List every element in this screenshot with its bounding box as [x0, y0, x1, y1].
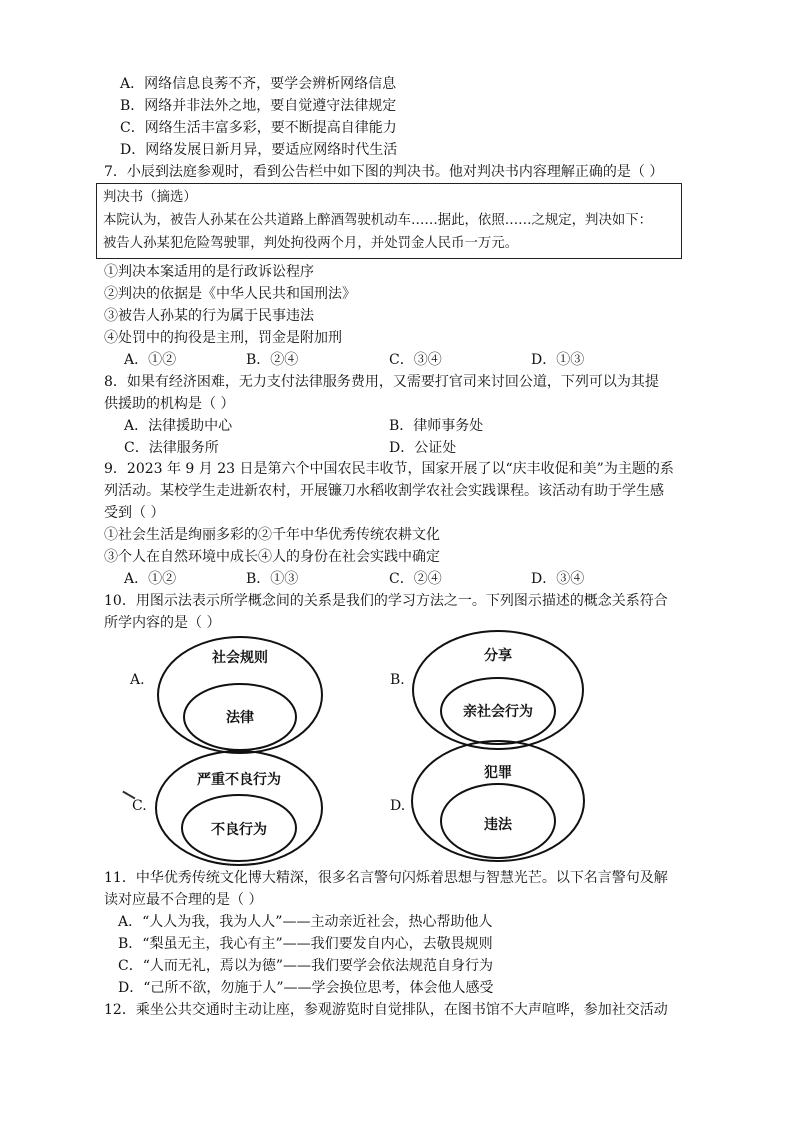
- q7-statement-3: ③被告人孙某的行为属于民事违法: [104, 308, 314, 324]
- diagram-a-label: A.: [130, 672, 145, 688]
- judgment-title: 判决书（摘选）: [103, 190, 197, 205]
- diagram-c-outer-label: 严重不良行为: [197, 772, 281, 788]
- q11-option-d: D．“己所不欲，勿施于人”——学会换位思考，体会他人感受: [118, 980, 494, 996]
- diagram-d-outer-circle: [412, 741, 584, 861]
- q8-option-c: C．法律服务所: [124, 440, 219, 456]
- diagram-d-inner-label: 违法: [484, 817, 512, 833]
- diagram-b-label: B.: [390, 672, 405, 688]
- diagram-b-inner-label: 亲社会行为: [463, 704, 533, 720]
- diagram-d-outer-label: 犯罪: [484, 765, 512, 781]
- q9-option-d: D．③④: [531, 571, 585, 587]
- q8-stem-line-1: 8．如果有经济困难，无力支付法律服务费用，又需要打官司来讨回公道，下列可以为其提: [104, 374, 659, 390]
- diagram-a-inner-label: 法律: [226, 710, 254, 726]
- q9-statements-3-4: ③个人在自然环境中成长④人的身份在社会实践中确定: [104, 549, 440, 565]
- q8-option-b: B．律师事务处: [389, 418, 484, 434]
- q12-stem-line-1: 12．乘坐公共交通时主动让座，参观游览时自觉排队，在图书馆不大声喧哗，参加社交活动: [104, 1002, 668, 1018]
- q9-option-a: A．①②: [124, 571, 177, 587]
- q7-stem: 7．小辰到法庭参观时，看到公告栏中如下图的判决书。他对判决书内容理解正确的是（ ）: [104, 164, 664, 180]
- q7-statement-2: ②判决的依据是《中华人民共和国刑法》: [104, 286, 356, 302]
- q7-statement-1: ①判决本案适用的是行政诉讼程序: [104, 264, 314, 280]
- q11-stem-line-1: 11．中华优秀传统文化博大精深，很多名言警句闪烁着思想与智慧光芒。以下名言警句及解: [104, 870, 668, 886]
- diagram-b-outer-label: 分享: [484, 648, 512, 664]
- diagram-c-outer-circle: [156, 751, 322, 865]
- q7-option-d: D．①③: [531, 352, 585, 368]
- q9-stem-line-3: 受到（ ）: [104, 505, 165, 521]
- diagram-c-inner-label: 不良行为: [211, 822, 267, 838]
- q7-option-a: A．①②: [124, 352, 177, 368]
- q6-option-a: A．网络信息良莠不齐，要学会辨析网络信息: [120, 76, 397, 92]
- q8-stem-line-2: 供援助的机构是（ ）: [104, 396, 235, 412]
- q11-option-a: A．“人人为我，我为人人”——主动亲近社会，热心帮助他人: [118, 914, 493, 930]
- q8-option-d: D．公证处: [389, 440, 457, 456]
- diagram-c: [153, 749, 325, 867]
- diagram-d-label: D.: [390, 798, 406, 814]
- diagram-b: [410, 629, 585, 752]
- diagram-d: [409, 739, 587, 864]
- q8-option-a: A．法律援助中心: [124, 418, 233, 434]
- judgment-line-1: 本院认为，被告人孙某在公共道路上醉酒驾驶机动车……据此，依照……之规定，判决如下：: [103, 213, 653, 228]
- q7-statement-4: ④处罚中的拘役是主刑，罚金是附加刑: [104, 330, 342, 346]
- q9-option-b: B．①③: [246, 571, 299, 587]
- q7-option-b: B．②④: [246, 352, 299, 368]
- q6-option-b: B．网络并非法外之地，要自觉遵守法律规定: [120, 98, 397, 114]
- q10-stem-line-2: 所学内容的是（ ）: [104, 615, 221, 631]
- q9-stem-line-2: 列活动。某校学生走进新农村，开展镰刀水稻收割学农社会实践课程。该活动有助于学生感: [104, 483, 664, 499]
- q6-option-d: D．网络发展日新月异，要适应网络时代生活: [120, 142, 398, 158]
- diagram-a: [155, 635, 325, 755]
- q6-option-c: C．网络生活丰富多彩，要不断提高自律能力: [120, 120, 397, 136]
- q11-option-c: C．“人而无礼，焉以为德”——我们要学会依法规范自身行为: [118, 958, 494, 974]
- judgment-box: [96, 183, 682, 259]
- q9-option-c: C．②④: [389, 571, 442, 587]
- q9-statements-1-2: ①社会生活是绚丽多彩的②千年中华优秀传统农耕文化: [104, 527, 440, 543]
- diagram-c-label: C.: [132, 798, 147, 814]
- q11-option-b: B．“梨虽无主，我心有主”——我们要发自内心，去敬畏规则: [118, 936, 493, 952]
- diagram-a-outer-label: 社会规则: [212, 650, 268, 666]
- q10-stem-line-1: 10．用图示法表示所学概念间的关系是我们的学习方法之一。下列图示描述的概念关系符合: [104, 593, 668, 609]
- q9-stem-line-1: 9．2023 年 9 月 23 日是第六个中国农民丰收节，国家开展了以“庆丰收促和美”为主题的系: [104, 461, 674, 477]
- q11-stem-line-2: 读对应最不合理的是（ ）: [104, 892, 263, 908]
- q7-option-c: C．③④: [389, 352, 442, 368]
- judgment-line-2: 被告人孙某犯危险驾驶罪，判处拘役两个月，并处罚金人民币一万元。: [103, 236, 519, 251]
